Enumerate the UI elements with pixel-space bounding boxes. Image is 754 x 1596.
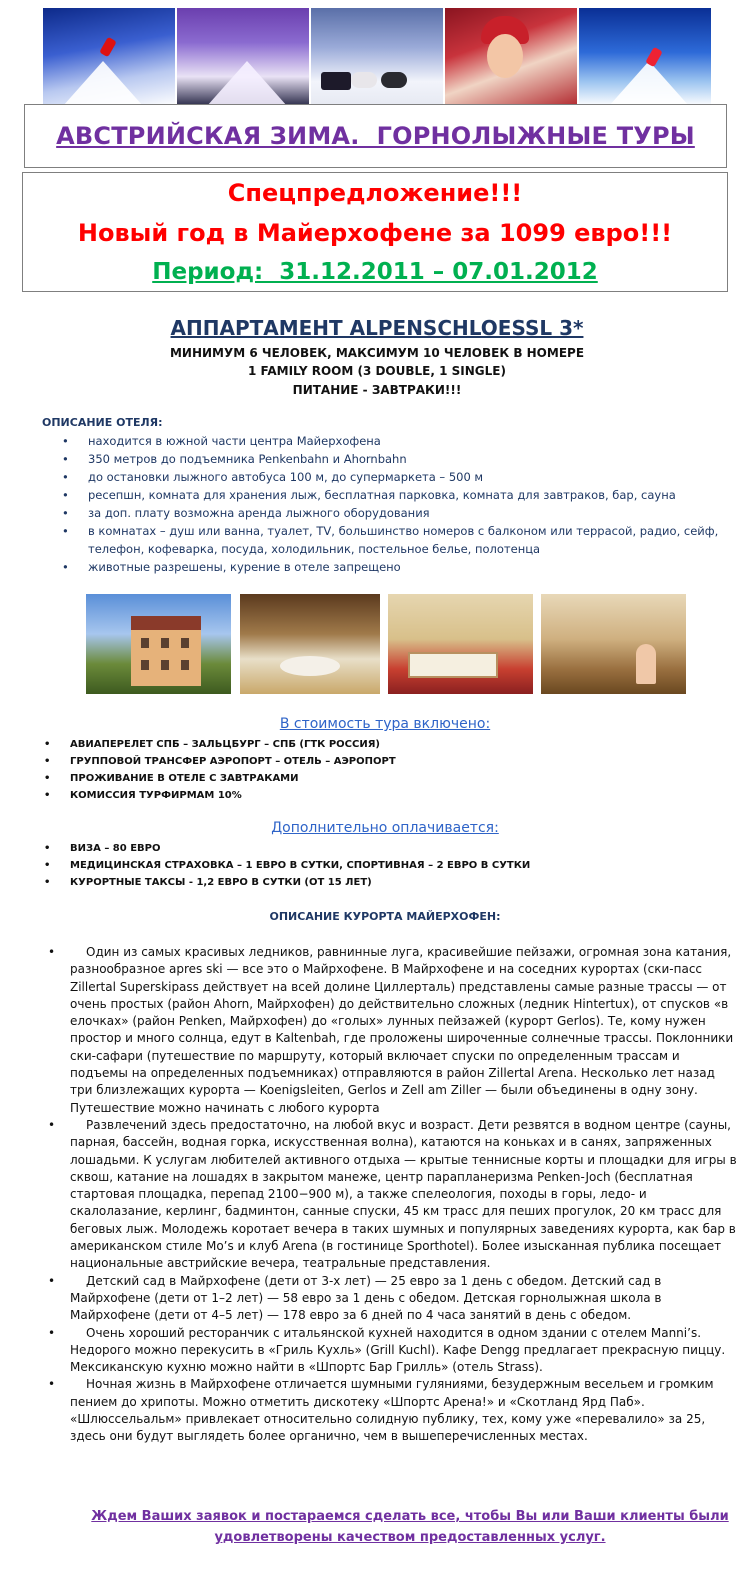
closing-note: Ждем Ваших заявок и постараемся сделать все, чтобы Вы или Ваши клиенты были удовлетворены качеством предоставленных услуг.	[91, 1509, 729, 1545]
resort-heading: ОПИСАНИЕ КУРОРТА МАЙЕРХОФЕН:	[269, 910, 501, 923]
window-shape	[161, 660, 169, 670]
hotel-meals: ПИТАНИЕ - ЗАВТРАКИ!!!	[292, 383, 462, 397]
hotel-room-type: 1 FAMILY ROOM (3 DOUBLE, 1 SINGLE)	[248, 364, 506, 378]
hotel-description-heading: ОПИСАНИЕ ОТЕЛЯ:	[42, 416, 163, 429]
photo-banner	[43, 8, 711, 106]
list-item: • Ночная жизнь в Майрхофене отличается шумными гуляниями, безудержным весельем и громким пением до хрипоты. Можно отметить дискотеку «Шпортс Арена!» и «Скотланд Ярд Паб». «Шлюссельальм» привлекает относительно солидную публику, тех, кому уже «перевалило» за 25, здесь они будут выглядеть более органично, чем в вышеперечисленных местах.	[48, 1376, 738, 1445]
hotel-bedroom-photo	[388, 594, 533, 694]
hotel-exterior-photo	[86, 594, 231, 694]
offer-period: Период: 31.12.2011 – 07.01.2012	[152, 259, 598, 285]
list-item: • за доп. плату возможна аренда лыжного оборудования	[62, 504, 722, 522]
included-heading: В стоимость тура включено:	[279, 716, 491, 732]
horse-figure	[381, 72, 407, 88]
banner-photo-village	[177, 8, 309, 106]
list-item: • МЕДИЦИНСКАЯ СТРАХОВКА – 1 ЕВРО В СУТКИ, СПОРТИВНАЯ – 2 ЕВРО В СУТКИ	[44, 857, 530, 874]
banner-photo-horse-sleigh	[311, 8, 443, 106]
special-offer-box	[22, 172, 728, 292]
face-figure	[487, 34, 523, 78]
hotel-name: АППАРТАМЕНТ ALPENSCHLOESSL 3*	[170, 316, 584, 340]
page-title: АВСТРИЙСКАЯ ЗИМА. ГОРНОЛЫЖНЫЕ ТУРЫ	[56, 122, 695, 150]
list-item: • 350 метров до подъемника Penkenbahn и Ahornbahn	[62, 450, 722, 468]
horse-figure	[351, 72, 377, 88]
extra-heading: Дополнительно оплачивается:	[271, 820, 499, 836]
window-shape	[181, 660, 189, 670]
hotel-dining-photo	[240, 594, 380, 694]
list-item: • до остановки лыжного автобуса 100 м, до супермаркета – 500 м	[62, 468, 722, 486]
resort-description-list	[48, 944, 738, 1446]
list-item: • животные разрешены, курение в отеле запрещено	[62, 558, 722, 576]
list-item: • АВИАПЕРЕЛЕТ СПБ – ЗАЛЬЦБУРГ – СПБ (ГТК РОССИЯ)	[44, 736, 396, 753]
sleigh-figure	[321, 72, 351, 90]
offer-price-line: Новый год в Майерхофене за 1099 евро!!!	[77, 219, 673, 247]
window-shape	[141, 660, 149, 670]
skier-figure	[99, 37, 117, 58]
hotel-capacity: МИНИМУМ 6 ЧЕЛОВЕК, МАКСИМУМ 10 ЧЕЛОВЕК В НОМЕРЕ	[169, 346, 585, 360]
mountain-shape	[609, 61, 689, 106]
banner-photo-skier	[43, 8, 175, 106]
hotel-description-list	[62, 432, 722, 576]
extra-list	[44, 840, 530, 891]
list-item: • Детский сад в Майрхофене (дети от 3-х лет) — 25 евро за 1 день с обедом. Детский сад в Майрхофене (дети от 1–2 лет) — 58 евро за 1 день с обедом. Детская горнолыжная школа в Майрхофене (дети от 4–5 лет) — 178 евро за 6 дней по 4 часа занятий в день с обедом.	[48, 1273, 738, 1325]
list-item: • КОМИССИЯ ТУРФИРМАМ 10%	[44, 787, 396, 804]
bed-shape	[408, 652, 498, 678]
offer-headline: Спецпредложение!!!	[227, 179, 523, 207]
mountain-shape	[207, 61, 287, 106]
window-shape	[141, 638, 149, 648]
included-list	[44, 736, 396, 804]
window-shape	[161, 638, 169, 648]
list-item: • ресепшн, комната для хранения лыж, бесплатная парковка, комната для завтраков, бар, сауна	[62, 486, 722, 504]
hotel-reception-photo	[541, 594, 686, 694]
table-shape	[280, 656, 340, 676]
list-item: • Один из самых красивых ледников, равнинные луга, красивейшие пейзажи, огромная зона катания, разнообразное apres ski — все это о Майрхофене. В Майрхофене и на соседних курортах (ски-пасс Zillertal Superskipass действует на всей долине Циллерталь) представлены самые разные трассы — от очень простых (район Ahorn, Майрхофен) до действительно сложных (ледник Hintertux), от спусков «в елочках» (район Penken, Майрхофен) до «голых» лунных пейзажей (курорт Gerlos). Те, кому нужен простор и много солнца, едут в Kaltenbah, где проложены широченные солнечные трассы. Поклонники ски-сафари (путешествие по маршруту, который включает спуски по определенным трассам и подъемы на определенных подъемниках) отправляются в район Zillertal Arena. Несколько лет назад три близлежащих курорта — Koenigsleiten, Gerlos и Zell am Ziller — были объединены в одну зону. Путешествие можно начинать с любого курорта	[48, 944, 738, 1117]
receptionist-figure	[636, 644, 656, 684]
window-shape	[181, 638, 189, 648]
banner-photo-girl	[445, 8, 577, 106]
building-shape	[131, 616, 201, 686]
list-item: • ПРОЖИВАНИЕ В ОТЕЛЕ С ЗАВТРАКАМИ	[44, 770, 396, 787]
list-item: • в комнатах – душ или ванна, туалет, TV, большинство номеров с балконом или террасой, радио, сейф, телефон, кофеварка, посуда, холодильник, постельное белье, полотенца	[62, 522, 722, 558]
list-item: • Очень хороший ресторанчик с итальянской кухней находится в одном здании с отелем Manni’s. Недорого можно перекусить в «Гриль Кухль» (Grill Kuchl). Кафе Dengg предлагает прекрасную пиццу. Мексиканскую кухню можно найти в «Шпортс Бар Грилль» (отель Strass).	[48, 1325, 738, 1377]
banner-photo-snowboarder	[579, 8, 711, 106]
list-item: • КУРОРТНЫЕ ТАКСЫ - 1,2 ЕВРО В СУТКИ (ОТ 15 ЛЕТ)	[44, 874, 530, 891]
list-item: • Развлечений здесь предостаточно, на любой вкус и возраст. Дети резвятся в водном центре (сауны, парная, бассейн, водная горка, искусственная волна), катаются на коньках и в санях, запряженных лошадьми. К услугам любителей активного отдыха — крытые теннисные корты и площадки для игры в сквош, катание на лошадях в закрытом манеже, центр парапланеризма Penken-Joch (бесплатная стартовая площадка, перепад 2100−900 м), а также спелеология, походы в горы, ледо- и скалолазание, керлинг, бадминтон, санные спуски, 45 км трасс для пеших прогулок, 20 км трасс для беговых лыж. Молодежь коротает вечера в таких шумных и популярных заведениях курорта, как бар в американском стиле Mo’s и клуб Arena (в гостинице Sporthotel). Более изысканная публика посещает национальные австрийские вечера, театральные представления.	[48, 1117, 738, 1273]
mountain-shape	[63, 61, 143, 106]
list-item: • ВИЗА – 80 ЕВРО	[44, 840, 530, 857]
list-item: • ГРУППОВОЙ ТРАНСФЕР АЭРОПОРТ – ОТЕЛЬ – АЭРОПОРТ	[44, 753, 396, 770]
title-box	[24, 104, 727, 168]
list-item: • находится в южной части центра Майерхофена	[62, 432, 722, 450]
